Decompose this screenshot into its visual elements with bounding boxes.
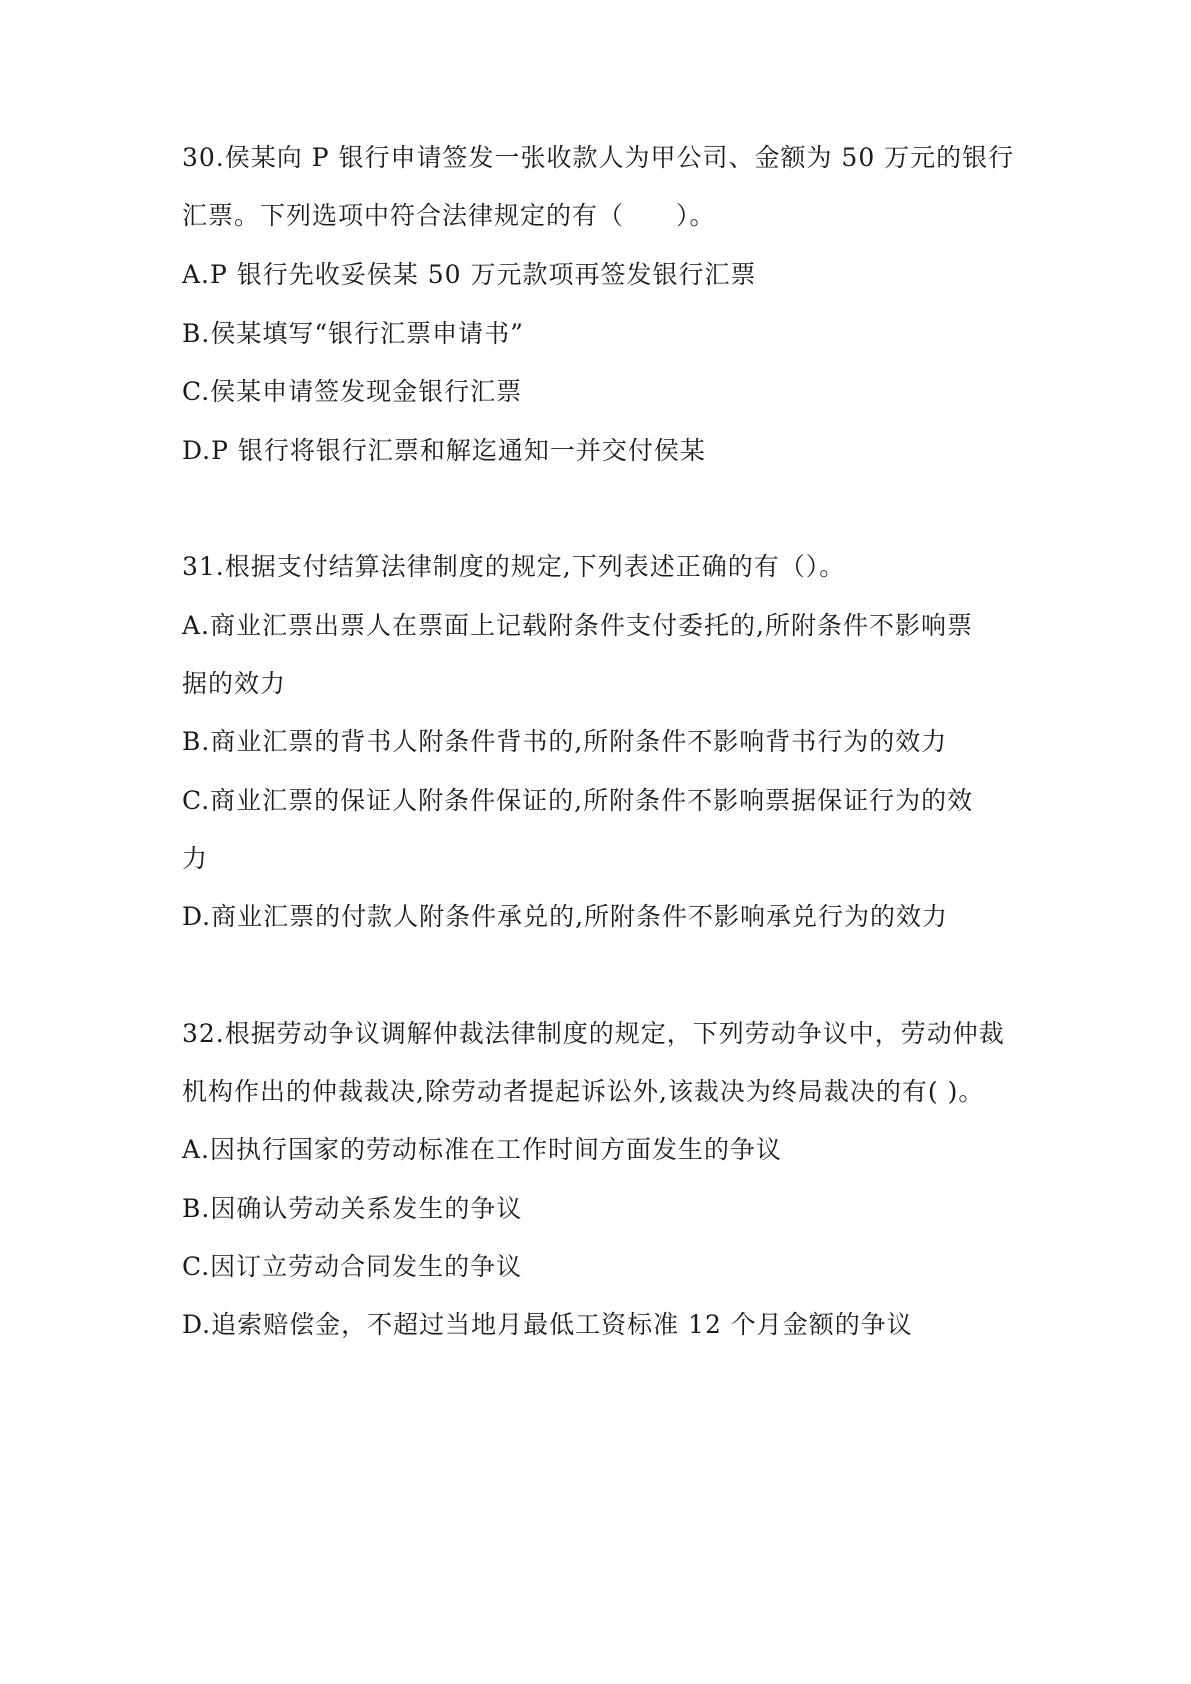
question-stem-line: 汇票。下列选项中符合法律规定的有（ ）。 [182,201,716,230]
option-c: C.因订立劳动合同发生的争议 [182,1252,523,1281]
question-stem-line: 机构作出的仲裁裁决,除劳动者提起诉讼外,该裁决为终局裁决的有( )。 [182,1077,985,1106]
option-d: D.追索赔偿金，不超过当地月最低工资标准 12 个月金额的争议 [182,1310,913,1339]
option-c: C.侯某申请签发现金银行汇票 [182,377,523,406]
question-stem-line: 32.根据劳动争议调解仲裁法律制度的规定，下列劳动争议中，劳动仲裁 [182,1019,1005,1048]
option-b: B.商业汇票的背书人附条件背书的,所附条件不影响背书行为的效力 [182,727,948,756]
option-a: A.因执行国家的劳动标准在工作时间方面发生的争议 [182,1135,783,1164]
option-c: C.商业汇票的保证人附条件保证的,所附条件不影响票据保证行为的效 [182,786,974,815]
option-b: B.侯某填写“银行汇票申请书” [182,319,524,348]
option-a-continuation: 据的效力 [182,669,287,698]
option-d: D.P 银行将银行汇票和解迄通知一并交付侯某 [182,436,706,465]
option-d: D.商业汇票的付款人附条件承兑的,所附条件不影响承兑行为的效力 [182,902,949,931]
option-c-continuation: 力 [182,844,209,873]
option-b: B.因确认劳动关系发生的争议 [182,1194,523,1223]
option-a: A.P 银行先收妥侯某 50 万元款项再签发银行汇票 [182,260,757,289]
question-stem-line: 30.侯某向 P 银行申请签发一张收款人为甲公司、金额为 50 万元的银行 [182,143,1015,172]
option-a: A.商业汇票出票人在票面上记载附条件支付委托的,所附条件不影响票 [182,611,973,640]
question-stem-line: 31.根据支付结算法律制度的规定,下列表述正确的有（）。 [182,552,846,581]
